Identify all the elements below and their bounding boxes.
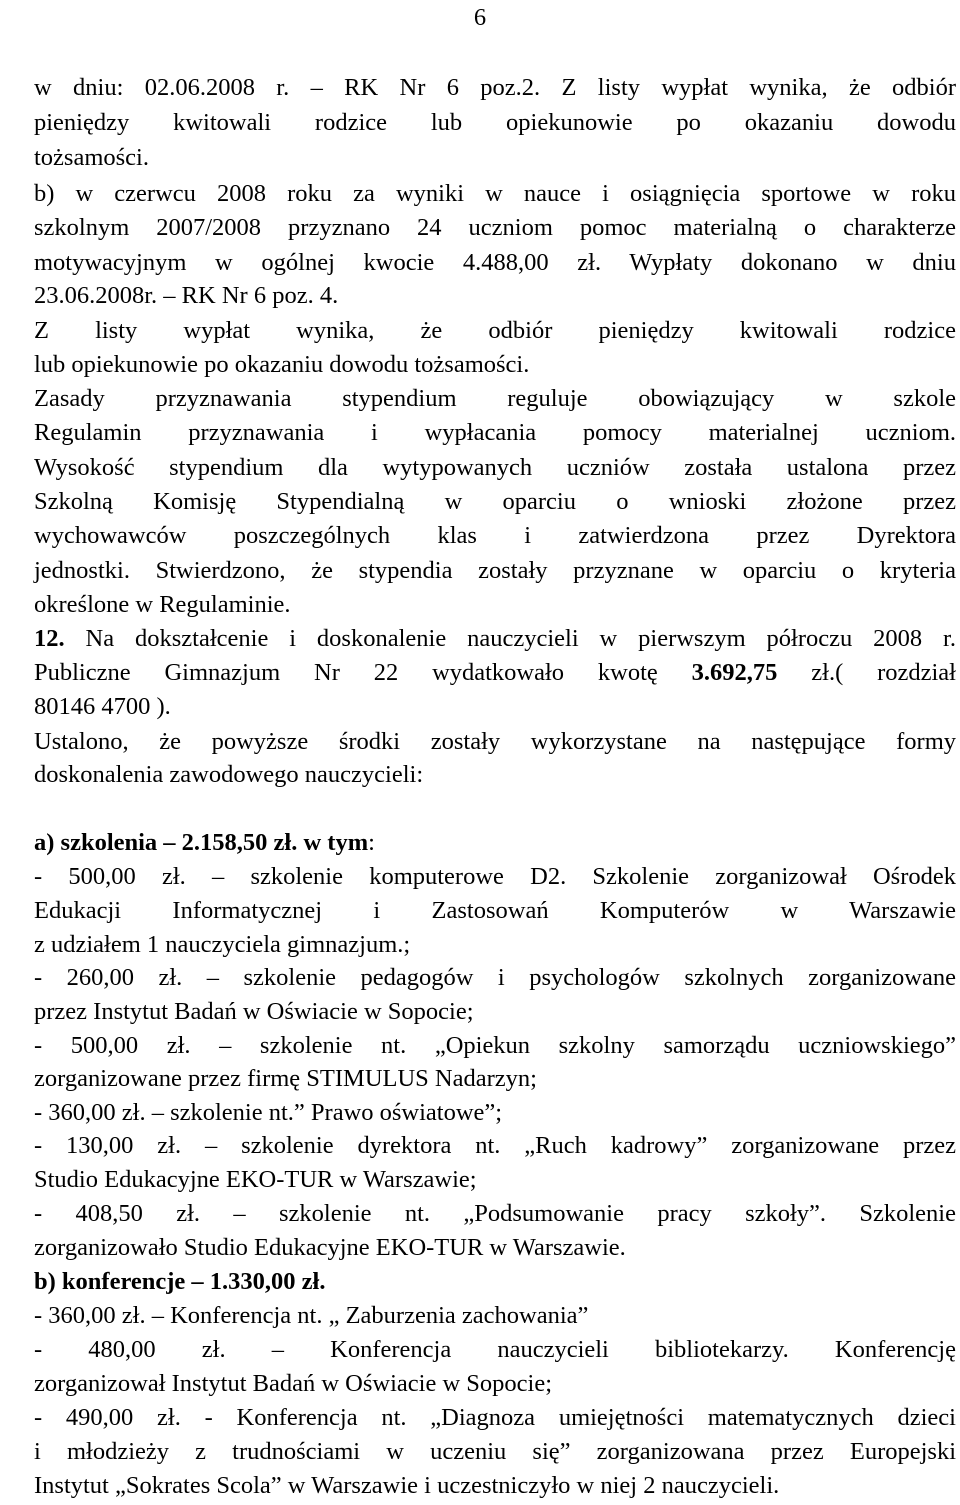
text-line bbox=[34, 1471, 956, 1501]
bold-text: b) konferencje – 1.330,00 zł. bbox=[34, 1268, 326, 1295]
text-line bbox=[34, 1301, 956, 1331]
page-number: 6 bbox=[473, 4, 487, 31]
text-line bbox=[34, 1403, 956, 1433]
text-line bbox=[34, 1165, 956, 1195]
text-line bbox=[34, 418, 956, 448]
text-line bbox=[34, 1199, 956, 1229]
text-line bbox=[34, 760, 956, 790]
text-run: - 260,00 zł. – szkolenie pedagogów i psychologów szkolnych zorganizowane bbox=[34, 964, 956, 991]
text-run: zorganizowało Studio Edukacyjne EKO-TUR w Warszawie. bbox=[34, 1234, 626, 1261]
text-line bbox=[34, 1369, 956, 1399]
text-line bbox=[34, 862, 956, 892]
text-run: - 408,50 zł. – szkolenie nt. „Podsumowanie pracy szkoły”. Szkolenie bbox=[34, 1200, 956, 1227]
text-run: określone w Regulaminie. bbox=[34, 591, 291, 618]
text-line bbox=[34, 453, 956, 483]
bold-text: 3.692,75 bbox=[691, 659, 778, 686]
text-line bbox=[34, 930, 956, 960]
text-run: 23.06.2008r. – RK Nr 6 poz. 4. bbox=[34, 282, 339, 309]
text-run: - 130,00 zł. – szkolenie dyrektora nt. „Ruch kadrowy” zorganizowane przez bbox=[34, 1132, 956, 1159]
text-line bbox=[34, 624, 956, 654]
text-run: - 490,00 zł. - Konferencja nt. „Diagnoza umiejętności matematycznych dzieci bbox=[34, 1404, 956, 1431]
text-run: i młodzieży z trudnościami w uczeniu się” zorganizowana przez Europejski bbox=[34, 1438, 956, 1465]
text-line bbox=[34, 350, 956, 380]
text-run: Instytut „Sokrates Scola” w Warszawie i uczestniczyło w niej 2 nauczycieli. bbox=[34, 1472, 780, 1499]
text-line bbox=[34, 556, 956, 586]
text-line bbox=[34, 828, 956, 858]
text-line bbox=[34, 248, 956, 278]
text-run: b) w czerwcu 2008 roku za wyniki w nauce i osiągnięcia sportowe w roku bbox=[34, 180, 956, 207]
text-run: : bbox=[368, 829, 375, 856]
text-run: Szkolną Komisję Stypendialną w oparciu o wnioski złożone przez bbox=[34, 488, 956, 515]
text-run: w dniu: 02.06.2008 r. – RK Nr 6 poz.2. Z listy wypłat wynika, że odbiór bbox=[34, 74, 956, 101]
bold-text: 12. bbox=[34, 625, 65, 652]
text-run: doskonalenia zawodowego nauczycieli: bbox=[34, 761, 424, 788]
text-line bbox=[34, 692, 956, 722]
text-line bbox=[34, 727, 956, 757]
text-run: lub opiekunowie po okazaniu dowodu tożsamości. bbox=[34, 351, 530, 378]
text-line bbox=[34, 316, 956, 346]
text-run: przez Instytut Badań w Oświacie w Sopocie; bbox=[34, 998, 474, 1025]
text-line bbox=[34, 521, 956, 551]
text-run: Wysokość stypendium dla wytypowanych uczniów została ustalona przez bbox=[34, 454, 956, 481]
text-line bbox=[34, 487, 956, 517]
text-run: Na dokształcenie i doskonalenie nauczycieli w pierwszym półroczu 2008 r. bbox=[64, 625, 956, 652]
text-line bbox=[34, 1064, 956, 1094]
text-run: pieniędzy kwitowali rodzice lub opiekunowie po okazaniu dowodu bbox=[34, 109, 956, 136]
text-line bbox=[34, 590, 956, 620]
text-run: Edukacji Informatycznej i Zastosowań Komputerów w Warszawie bbox=[34, 897, 956, 924]
text-run: zorganizował Instytut Badań w Oświacie w Sopocie; bbox=[34, 1370, 553, 1397]
bold-text: a) szkolenia – 2.158,50 zł. w tym bbox=[34, 829, 369, 856]
text-line bbox=[34, 1267, 956, 1297]
text-line bbox=[34, 1437, 956, 1467]
text-run: motywacyjnym w ogólnej kwocie 4.488,00 zł. Wypłaty dokonano w dniu bbox=[34, 249, 956, 276]
text-run: zł.( rozdział bbox=[777, 659, 956, 686]
text-run: Regulamin przyznawania i wypłacania pomocy materialnej uczniom. bbox=[34, 419, 956, 446]
text-line bbox=[34, 1098, 956, 1128]
text-line bbox=[34, 73, 956, 103]
text-run: - 500,00 zł. – szkolenie nt. „Opiekun szkolny samorządu uczniowskiego” bbox=[34, 1032, 956, 1059]
text-run: - 360,00 zł. – szkolenie nt.” Prawo oświatowe”; bbox=[34, 1099, 503, 1126]
text-run: Studio Edukacyjne EKO-TUR w Warszawie; bbox=[34, 1166, 477, 1193]
text-run: wychowawców poszczególnych klas i zatwierdzona przez Dyrektora bbox=[34, 522, 956, 549]
text-line bbox=[34, 1335, 956, 1365]
text-line bbox=[34, 1131, 956, 1161]
text-run: tożsamości. bbox=[34, 144, 149, 171]
text-line bbox=[34, 1233, 956, 1263]
text-run: zorganizowane przez firmę STIMULUS Nadarzyn; bbox=[34, 1065, 537, 1092]
text-run: 80146 4700 ). bbox=[34, 693, 171, 720]
text-run: Z listy wypłat wynika, że odbiór pieniędzy kwitowali rodzice bbox=[34, 317, 956, 344]
text-line bbox=[34, 108, 956, 138]
text-line bbox=[34, 896, 956, 926]
text-line bbox=[34, 143, 956, 173]
text-line bbox=[34, 1031, 956, 1061]
text-run: jednostki. Stwierdzono, że stypendia zostały przyznane w oparciu o kryteria bbox=[34, 557, 956, 584]
text-line bbox=[34, 213, 956, 243]
text-run: Zasady przyznawania stypendium reguluje obowiązujący w szkole bbox=[34, 385, 956, 412]
text-line bbox=[34, 179, 956, 209]
text-line bbox=[34, 658, 956, 688]
text-line bbox=[34, 997, 956, 1027]
text-line bbox=[34, 963, 956, 993]
text-run: szkolnym 2007/2008 przyznano 24 uczniom pomoc materialną o charakterze bbox=[34, 214, 956, 241]
text-line bbox=[34, 281, 956, 311]
text-run: - 500,00 zł. – szkolenie komputerowe D2. Szkolenie zorganizował Ośrodek bbox=[34, 863, 956, 890]
text-line bbox=[34, 384, 956, 414]
text-run: - 360,00 zł. – Konferencja nt. „ Zaburzenia zachowania” bbox=[34, 1302, 589, 1329]
text-run: Publiczne Gimnazjum Nr 22 wydatkowało kwotę bbox=[34, 659, 692, 686]
text-run: - 480,00 zł. – Konferencja nauczycieli bibliotekarzy. Konferencję bbox=[34, 1336, 956, 1363]
text-run: Ustalono, że powyższe środki zostały wykorzystane na następujące formy bbox=[34, 728, 956, 755]
text-run: z udziałem 1 nauczyciela gimnazjum.; bbox=[34, 931, 411, 958]
